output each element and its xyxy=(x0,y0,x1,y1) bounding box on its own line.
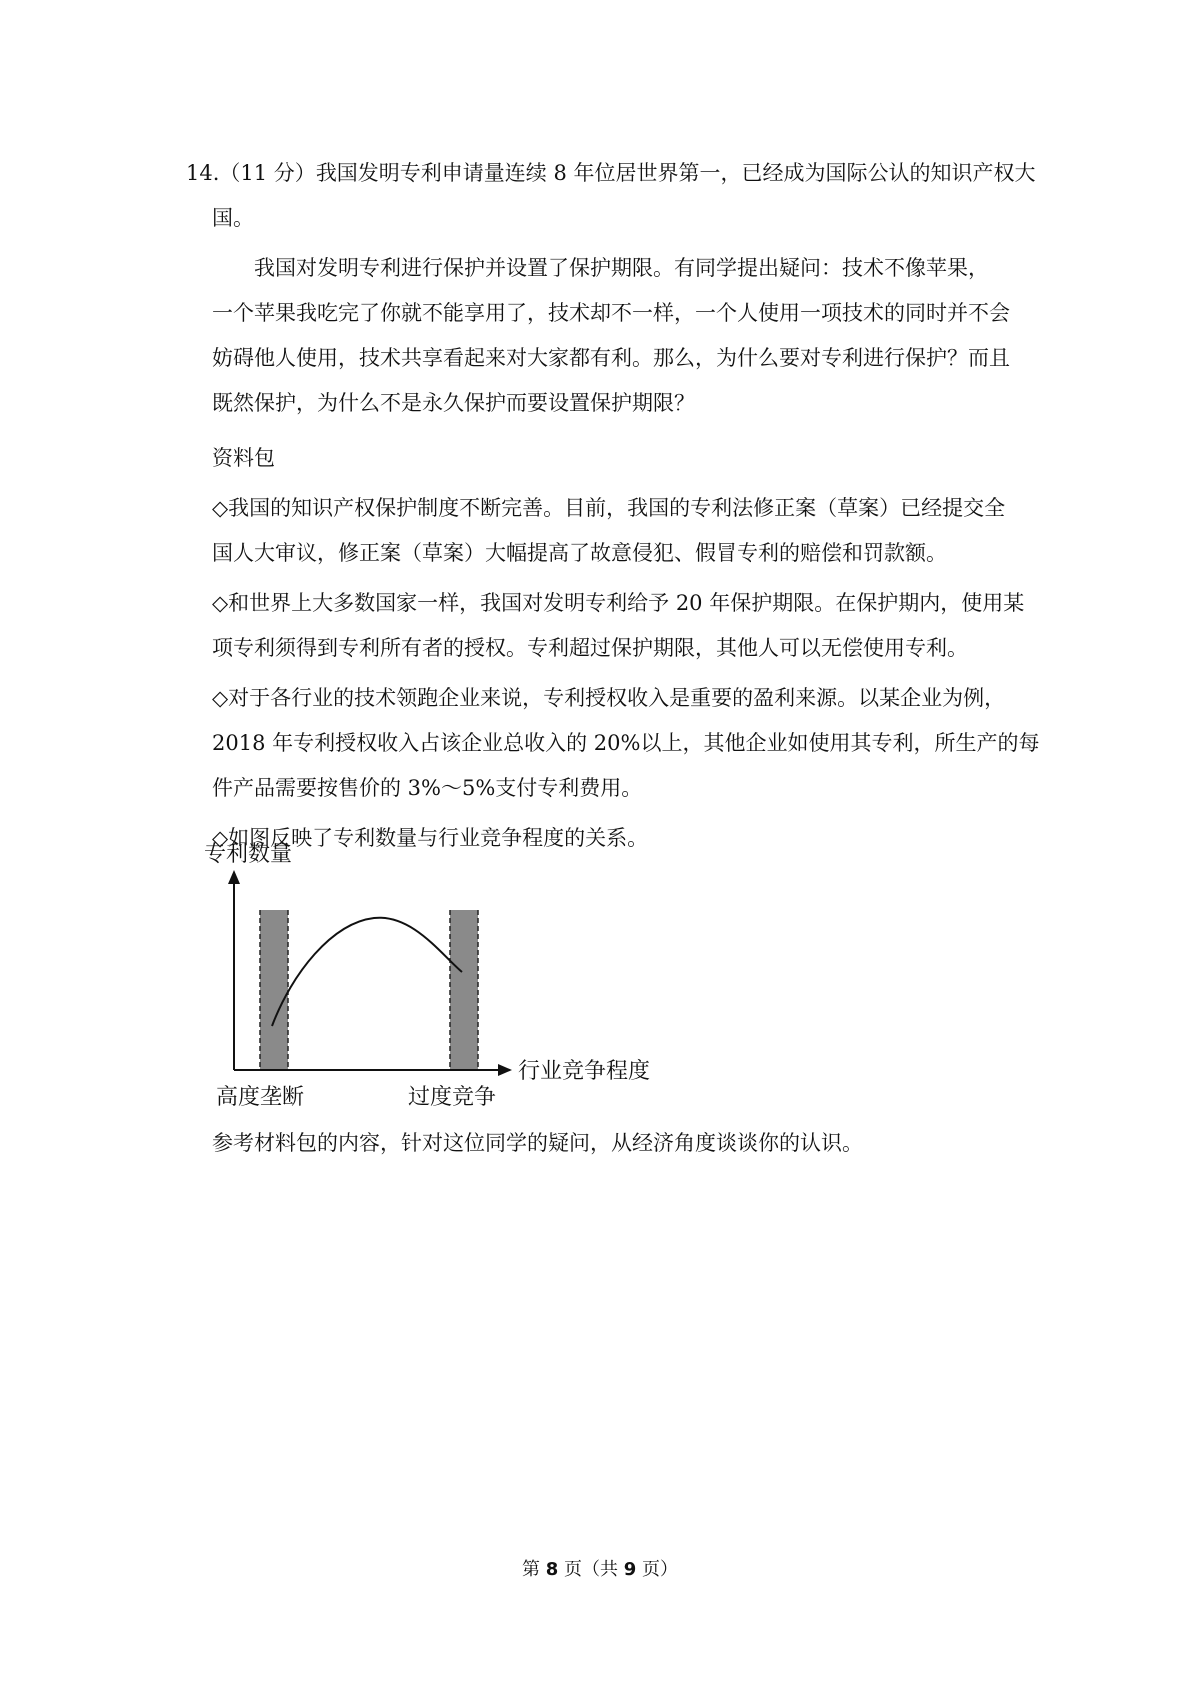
doubt-line-3: 妨碍他人使用，技术共享看起来对大家都有利。那么，为什么要对专利进行保护？而且 xyxy=(212,346,1010,370)
x-axis-arrow xyxy=(498,1064,512,1076)
materials-item-line: ◇如图反映了专利数量与行业竞争程度的关系。 xyxy=(212,826,649,850)
question-stem-text: 我国发明专利申请量连续 8 年位居世界第一，已经成为国际公认的知识产权大 xyxy=(315,161,1036,185)
doubt-line-4: 既然保护，为什么不是永久保护而要设置保护期限？ xyxy=(212,391,695,415)
question-score: （11 分） xyxy=(219,161,316,185)
footer-page-number: 8 xyxy=(545,1559,559,1580)
question-stem-line-1 xyxy=(186,158,1036,188)
y-axis-label: 专利数量 xyxy=(204,842,293,867)
question-number: 14. xyxy=(186,161,220,185)
materials-item-line: ◇我国的知识产权保护制度不断完善。目前，我国的专利法修正案（草案）已经提交全 xyxy=(212,496,1006,520)
chart-svg xyxy=(212,868,672,1108)
materials-item-line: 国人大审议，修正案（草案）大幅提高了故意侵犯、假冒专利的赔偿和罚款额。 xyxy=(212,541,947,565)
materials-item-line: 2018 年专利授权收入占该企业总收入的 20%以上，其他企业如使用其专利，所生产的每 xyxy=(212,731,1040,755)
region-label-high-monopoly: 高度垄断 xyxy=(216,1085,305,1108)
region-label-over-competition: 过度竞争 xyxy=(408,1085,497,1108)
question-prompt: 参考材料包的内容，针对这位同学的疑问，从经济角度谈谈你的认识。 xyxy=(212,1131,863,1155)
question-stem-line-2: 国。 xyxy=(212,206,254,230)
region-high-monopoly xyxy=(260,910,288,1070)
footer-middle: 页（共 xyxy=(558,1559,624,1580)
materials-item-line: 件产品需要按售价的 3%～5%支付专利费用。 xyxy=(212,776,643,800)
footer-total-pages: 9 xyxy=(623,1559,637,1580)
doubt-line-2: 一个苹果我吃完了你就不能享用了，技术却不一样，一个人使用一项技术的同时并不会 xyxy=(212,301,1010,325)
region-over-competition xyxy=(450,910,478,1070)
materials-item-line: 项专利须得到专利所有者的授权。专利超过保护期限，其他人可以无偿使用专利。 xyxy=(212,636,968,660)
x-axis-label: 行业竞争程度 xyxy=(518,1059,651,1084)
footer-suffix: 页） xyxy=(636,1559,678,1580)
materials-item-line: ◇和世界上大多数国家一样，我国对发明专利给予 20 年保护期限。在保护期内，使用某 xyxy=(212,591,1025,615)
y-axis-arrow xyxy=(228,870,240,884)
materials-heading: 资料包 xyxy=(212,446,275,470)
materials-item-line: ◇对于各行业的技术领跑企业来说，专利授权收入是重要的盈利来源。以某企业为例， xyxy=(212,686,1006,710)
patent-curve xyxy=(272,918,462,1026)
page-footer xyxy=(0,1558,1200,1582)
doubt-line-1: 我国对发明专利进行保护并设置了保护期限。有同学提出疑问：技术不像苹果， xyxy=(254,256,989,280)
footer-prefix: 第 xyxy=(522,1559,546,1580)
patent-competition-chart xyxy=(212,868,672,1108)
